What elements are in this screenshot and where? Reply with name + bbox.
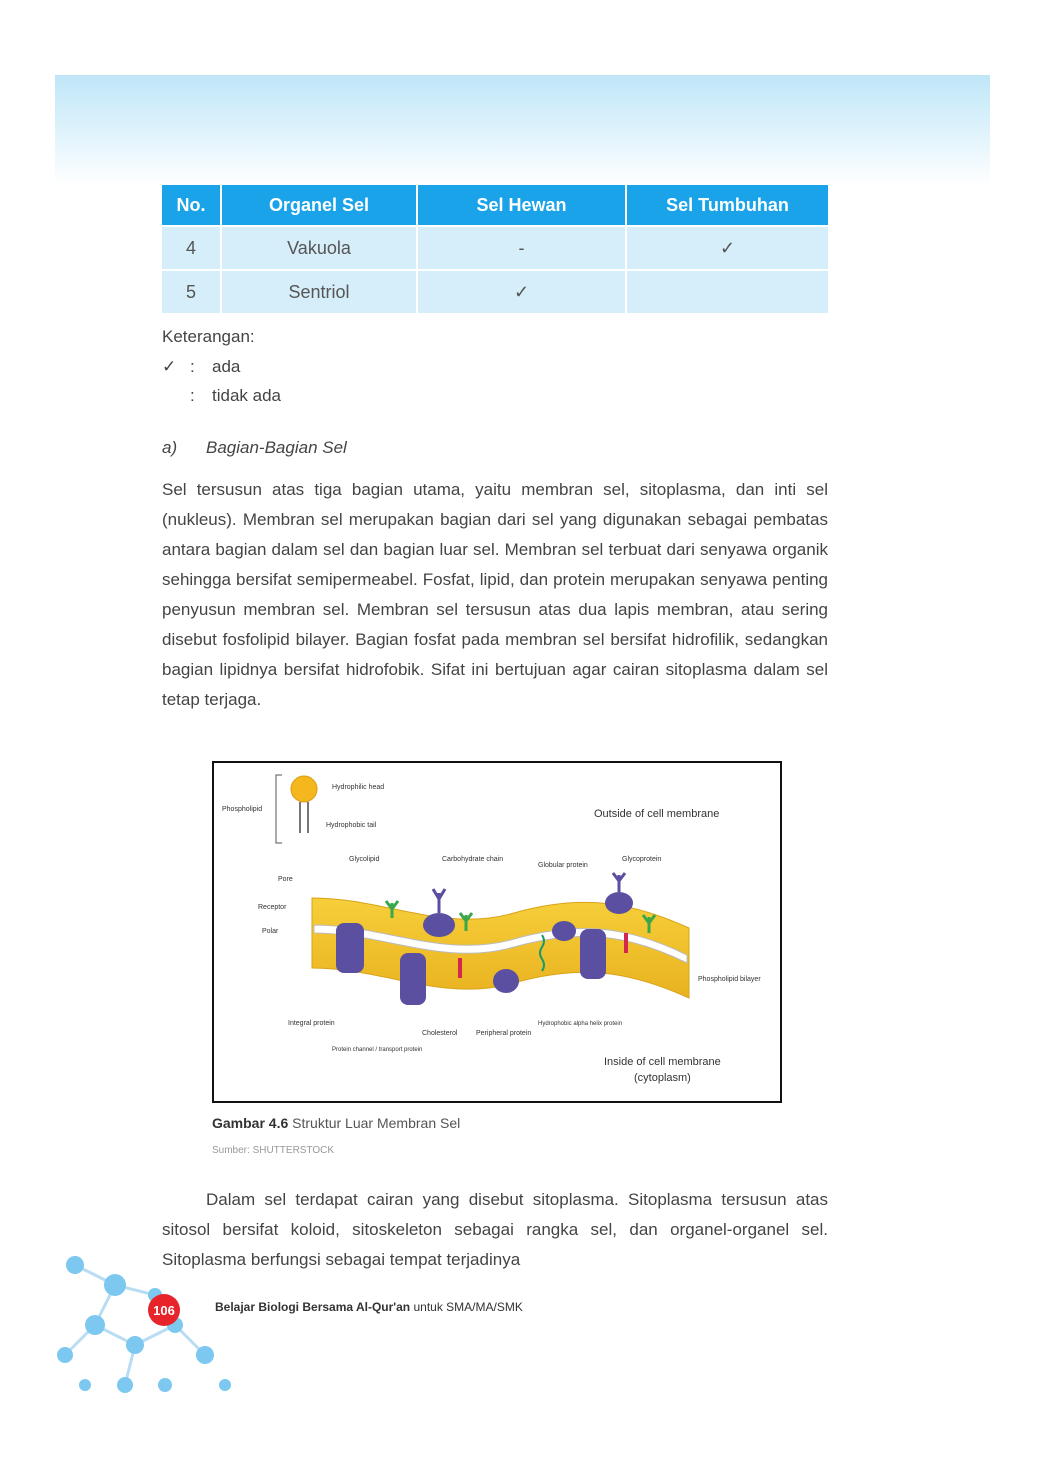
label-globular: Globular protein	[538, 862, 588, 869]
carbohydrate-chain-icon	[613, 873, 625, 892]
table-cell: 4	[162, 227, 220, 269]
label-helix: Hydrophobic alpha helix protein	[538, 1021, 623, 1027]
table-cell: -	[627, 271, 828, 313]
section-heading	[162, 438, 347, 458]
book-suffix: untuk SMA/MA/SMK	[413, 1300, 523, 1314]
table-header-cell: Sel Tumbuhan	[627, 185, 828, 225]
legend-item	[162, 386, 281, 406]
membrane-diagram	[214, 763, 780, 1101]
label-integral: Integral protein	[288, 1020, 335, 1027]
book-title: Belajar Biologi Bersama Al-Qur'an	[215, 1300, 411, 1314]
globular-protein	[423, 913, 455, 937]
table-header-cell: No.	[162, 185, 220, 225]
section-number: a)	[162, 438, 178, 457]
label-cholesterol: Cholesterol	[422, 1030, 458, 1037]
caption-text: Struktur Luar Membran Sel	[292, 1115, 461, 1131]
paragraph: Dalam sel terdapat cairan yang disebut sitoplasma. Sitoplasma tersusun atas sitosol bersifat koloid, sitoskeleton sebagai rangka sel, dan organel-organel sel. Sitoplasma berfungsi sebagai tempat terjadinya	[162, 1190, 828, 1269]
legend-separator: :	[190, 386, 195, 405]
book-page	[55, 75, 990, 1405]
table-cell: 5	[162, 271, 220, 313]
section-title: Bagian-Bagian Sel	[206, 438, 347, 457]
molecule-decoration-icon	[55, 1245, 245, 1405]
phospholipid-icon	[276, 775, 317, 843]
membrane-figure	[212, 761, 782, 1103]
label-glycoprotein: Glycoprotein	[622, 856, 662, 863]
footer-text	[215, 1300, 523, 1314]
carbohydrate-chain-icon	[433, 889, 445, 913]
channel-protein	[400, 953, 426, 1005]
label-glycolipid: Glycolipid	[349, 856, 380, 863]
figure-caption	[212, 1115, 460, 1131]
table-row	[162, 271, 828, 313]
label-receptor: Receptor	[258, 904, 287, 911]
table-row	[162, 227, 828, 269]
integral-protein	[336, 923, 364, 973]
peripheral-protein	[493, 969, 519, 993]
check-icon: ✓	[162, 357, 177, 376]
cholesterol-icon	[458, 958, 462, 978]
cholesterol-icon	[624, 933, 628, 953]
label-pore: Pore	[278, 876, 293, 883]
legend-item	[162, 357, 240, 377]
header-band	[55, 75, 990, 185]
legend-title: Keterangan:	[162, 327, 255, 346]
label-phospholipid: Phospholipid	[222, 806, 263, 813]
page-number: 106	[148, 1294, 180, 1326]
table-header-cell: Sel Hewan	[418, 185, 625, 225]
table-cell: Sentriol	[222, 271, 416, 313]
table-cell: ✓	[418, 271, 625, 313]
label-bilayer: Phospholipid bilayer	[698, 976, 761, 983]
legend-text: ada	[212, 357, 241, 376]
table-header-cell: Organel Sel	[222, 185, 416, 225]
label-outside: Outside of cell membrane	[594, 808, 720, 820]
label-channel: Protein channel / transport protein	[332, 1047, 423, 1053]
label-inside: Inside of cell membrane	[604, 1056, 721, 1068]
legend-separator: :	[190, 357, 195, 376]
table-header-row	[162, 185, 828, 225]
paragraph: Sel tersusun atas tiga bagian utama, yaitu membran sel, sitoplasma, dan inti sel (nukleus). Membran sel merupakan bagian dari sel yang digunakan sebagai pembatas antara bagian dalam sel dan bagian luar sel. Membran sel terbuat dari senyawa organik sehingga bersifat semipermeabel. Fosfat, lipid, dan protein merupakan senyawa penting penyusun membran sel. Membran sel tersusun atas dua lapis membran, atau sering disebut fosfolipid bilayer. Bagian fosfat pada membran sel bersifat hidrofilik, sedangkan bagian lipidnya bersifat hidrofobik. Sifat ini bertujuan agar cairan sitoplasma dalam sel tetap terjaga.	[162, 480, 828, 709]
table-cell: -	[418, 227, 625, 269]
glycoprotein	[605, 892, 633, 914]
table-cell: Vakuola	[222, 227, 416, 269]
organel-table	[160, 183, 830, 315]
label-carbohydrate: Carbohydrate chain	[442, 856, 504, 863]
label-polar: Polar	[262, 928, 279, 935]
label-hydrophilic-head: Hydrophilic head	[332, 784, 385, 791]
label-cytoplasm: (cytoplasm)	[634, 1072, 691, 1084]
caption-label: Gambar 4.6	[212, 1115, 289, 1131]
figure-source: Sumber: SHUTTERSTOCK	[212, 1145, 335, 1156]
integral-protein	[580, 929, 606, 979]
globular-protein	[552, 921, 576, 941]
label-hydrophobic-tail: Hydrophobic tail	[326, 822, 377, 829]
table-cell: ✓	[627, 227, 828, 269]
label-peripheral: Peripheral protein	[476, 1030, 532, 1037]
legend-text: tidak ada	[212, 386, 281, 405]
